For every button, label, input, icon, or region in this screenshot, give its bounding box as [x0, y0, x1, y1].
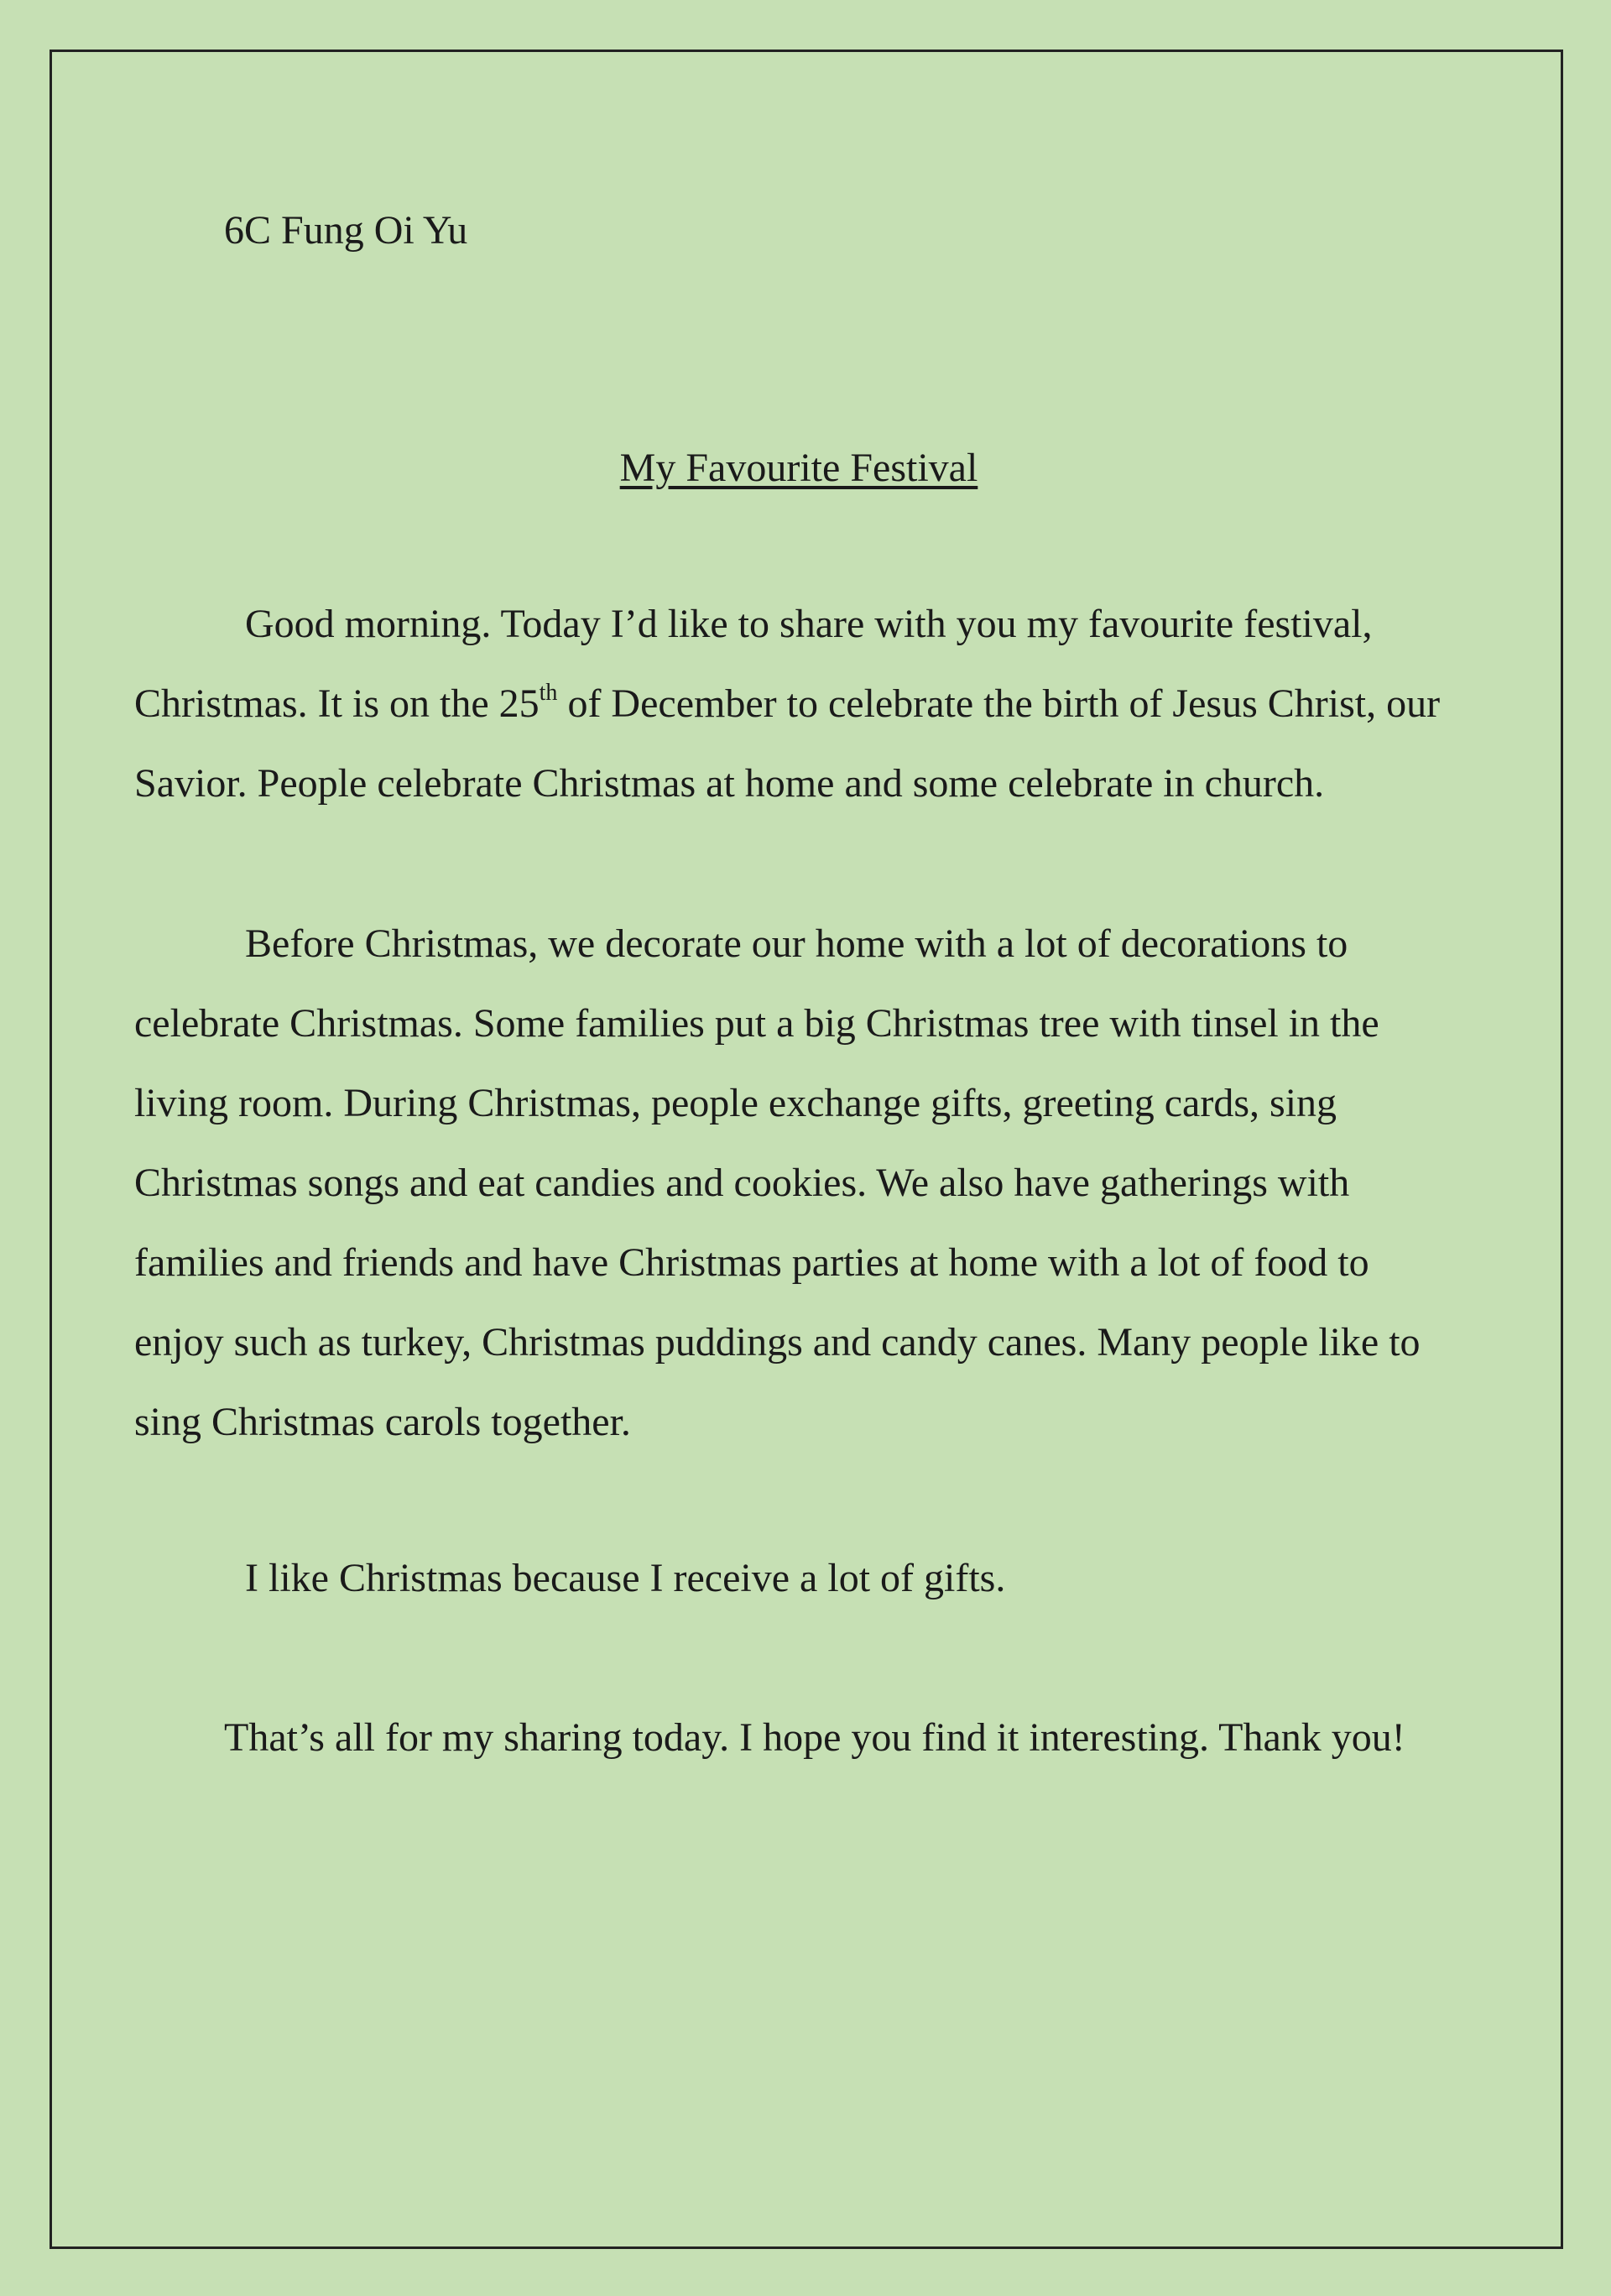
paragraph-line: Good morning. Today I’d like to share with you my favourite festival,	[245, 602, 1373, 646]
author-name: 6C Fung Oi Yu	[224, 208, 468, 253]
paragraph-line: families and friends and have Christmas parties at home with a lot of food to	[134, 1240, 1369, 1285]
paragraph-line: living room. During Christmas, people exchange gifts, greeting cards, sing	[134, 1081, 1337, 1125]
paragraph-celebrations	[134, 904, 1586, 1462]
paragraph-line: enjoy such as turkey, Christmas puddings and candy canes. Many people like to	[134, 1320, 1421, 1365]
paragraph-line: sing Christmas carols together.	[134, 1400, 631, 1444]
paragraph-line: Christmas songs and eat candies and cookies. We also have gatherings with	[134, 1161, 1350, 1205]
paragraph-line: Before Christmas, we decorate our home with a lot of decorations to	[245, 921, 1348, 966]
paragraph-closing: That’s all for my sharing today. I hope you find it interesting. Thank you!	[224, 1715, 1405, 1760]
paragraph-reason: I like Christmas because I receive a lot of gifts.	[245, 1556, 1006, 1600]
paragraph-line: Christmas. It is on the 25th of December to celebrate the birth of Jesus Christ, our	[134, 680, 1441, 726]
paragraph-intro	[134, 584, 1586, 823]
paragraph-line: celebrate Christmas. Some families put a big Christmas tree with tinsel in the	[134, 1001, 1379, 1046]
page-border	[50, 50, 1563, 2249]
paragraph-line: Savior. People celebrate Christmas at home and some celebrate in church.	[134, 761, 1325, 806]
essay-title: My Favourite Festival	[619, 446, 978, 490]
